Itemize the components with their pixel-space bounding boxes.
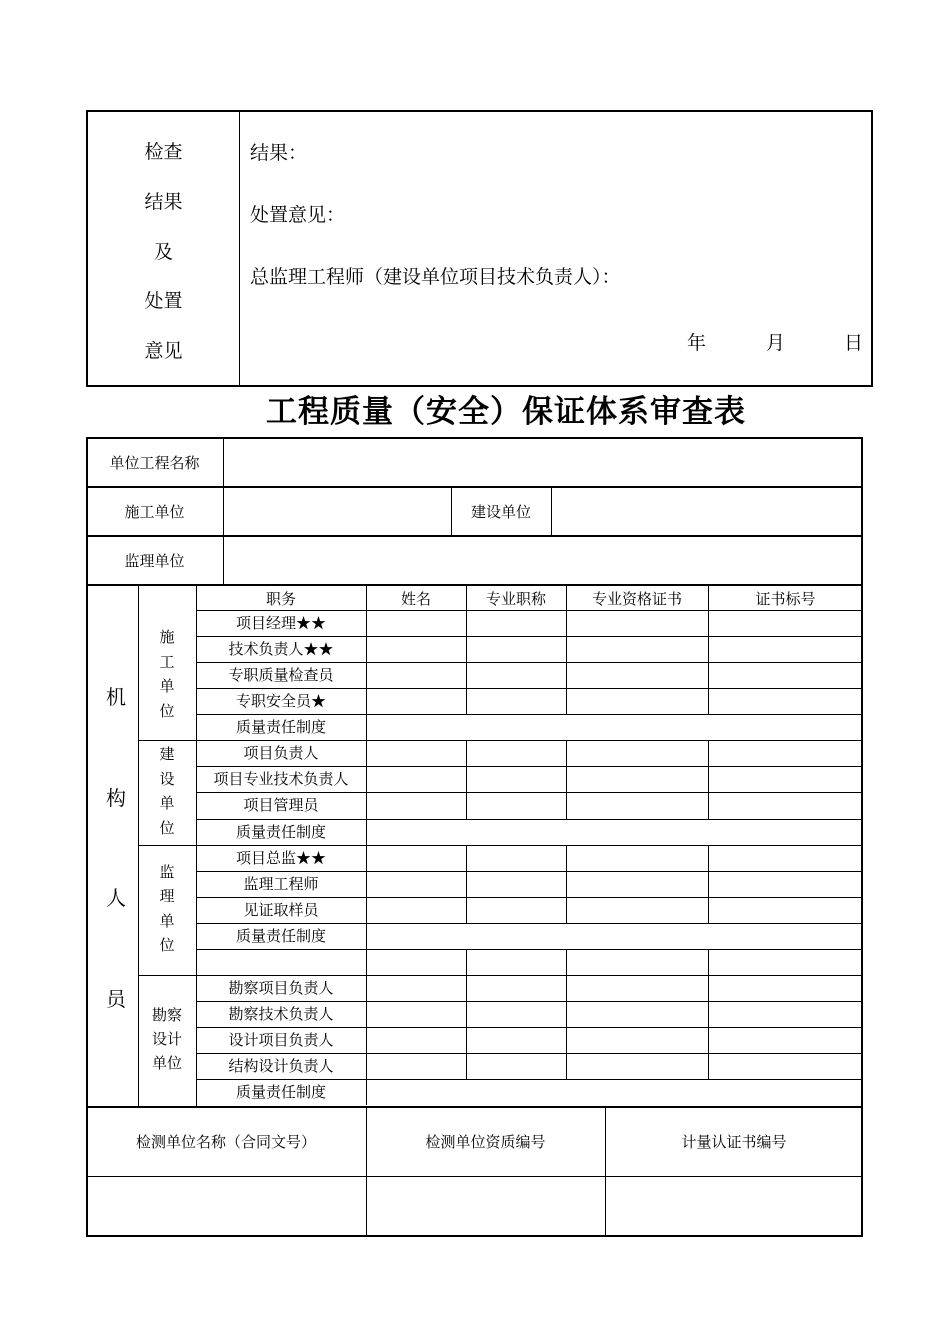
unit-group-label: 单	[159, 794, 175, 813]
col-divider	[605, 1106, 606, 1237]
inspection-label-line: 处置	[144, 290, 183, 312]
disposal-label: 处置意见：	[250, 204, 346, 226]
row-divider	[196, 871, 863, 872]
personnel-label-char: 人	[106, 886, 126, 910]
cell-divider	[566, 766, 567, 792]
cell-divider	[366, 897, 367, 923]
cell-divider	[566, 871, 567, 897]
cell-divider	[566, 1027, 567, 1053]
unit-group-label: 工	[159, 652, 175, 671]
col-divider	[223, 437, 224, 584]
cell-divider	[566, 845, 567, 871]
unit-group-label: 设	[159, 769, 175, 788]
unit-group-label: 监	[159, 862, 175, 881]
cell-divider	[466, 636, 467, 662]
cell-divider	[708, 845, 709, 871]
cell-divider	[366, 1079, 367, 1105]
unit-group-label: 位	[159, 818, 175, 837]
row-divider	[196, 1053, 863, 1054]
col-header-certificate: 专业资格证书	[591, 590, 682, 608]
col-divider	[451, 486, 452, 535]
row-divider	[196, 688, 863, 689]
col-divider	[551, 486, 552, 535]
cell-divider	[466, 662, 467, 688]
row-divider	[86, 1106, 863, 1108]
testing-unit-qualification-header: 检测单位资质编号	[425, 1133, 546, 1151]
cell-divider	[566, 688, 567, 714]
cell-divider	[708, 766, 709, 792]
row-divider	[196, 636, 863, 637]
cell-divider	[708, 1001, 709, 1027]
col-header-position: 职务	[265, 590, 296, 608]
row-divider	[196, 1001, 863, 1002]
personnel-label-char: 员	[106, 987, 126, 1011]
testing-unit-name-header: 检测单位名称（合同文号）	[135, 1133, 316, 1151]
cell-divider	[708, 975, 709, 1001]
cell-divider	[708, 662, 709, 688]
row-divider	[196, 792, 863, 793]
cell-divider	[366, 636, 367, 662]
cell-divider	[566, 1053, 567, 1079]
role-label: 质量责任制度	[235, 926, 326, 945]
col-divider	[566, 584, 567, 610]
row-divider	[196, 1027, 863, 1028]
col-header-cert-number: 证书标号	[755, 590, 816, 608]
cell-divider	[466, 871, 467, 897]
unit-group-label: 理	[159, 887, 175, 906]
role-label: 设计项目负责人	[228, 1031, 334, 1050]
cell-divider	[366, 662, 367, 688]
role-label: 技术负责人★★	[228, 640, 334, 659]
cell-divider	[566, 949, 567, 975]
cell-divider	[366, 949, 367, 975]
row-divider	[86, 535, 863, 537]
cell-divider	[466, 949, 467, 975]
cell-divider	[466, 740, 467, 766]
unit-group-label: 建	[159, 745, 175, 764]
row-divider	[196, 610, 863, 611]
col-header-name: 姓名	[400, 590, 431, 608]
project-name-label: 单位工程名称	[109, 454, 200, 472]
cell-divider	[708, 792, 709, 818]
personnel-label-char: 机	[106, 685, 126, 709]
cell-divider	[566, 636, 567, 662]
cell-divider	[566, 662, 567, 688]
row-divider	[196, 662, 863, 663]
role-label: 项目经理★★	[235, 614, 326, 632]
cell-divider	[366, 975, 367, 1001]
cell-divider	[708, 1027, 709, 1053]
cell-divider	[708, 871, 709, 897]
unit-group-label: 设计	[151, 1030, 182, 1049]
cell-divider	[466, 845, 467, 871]
result-label: 结果：	[250, 142, 308, 164]
cell-divider	[366, 1027, 367, 1053]
cell-divider	[466, 897, 467, 923]
cell-divider	[366, 923, 367, 949]
row-divider	[196, 1079, 863, 1080]
row-divider	[196, 949, 863, 950]
cell-divider	[708, 1053, 709, 1079]
cell-divider	[466, 688, 467, 714]
unit-group-label: 单位	[151, 1054, 182, 1073]
role-label: 项目总监★★	[235, 848, 326, 867]
cell-divider	[466, 1053, 467, 1079]
cell-divider	[566, 897, 567, 923]
cell-divider	[466, 975, 467, 1001]
inspection-divider	[239, 112, 240, 385]
cell-divider	[366, 688, 367, 714]
col-divider	[366, 584, 367, 610]
unit-group-label: 施	[159, 628, 175, 647]
role-label: 专职安全员★	[235, 692, 326, 711]
cell-divider	[366, 740, 367, 766]
cell-divider	[466, 610, 467, 636]
row-divider	[196, 766, 863, 767]
col-divider	[366, 1106, 367, 1237]
contractor-label: 施工单位	[124, 503, 185, 521]
row-divider	[86, 584, 863, 586]
row-divider	[86, 486, 863, 488]
supervisor-label: 监理单位	[124, 552, 185, 570]
role-label: 勘察技术负责人	[228, 1005, 334, 1024]
quality-system-table	[86, 437, 863, 1237]
date-day: 日	[844, 332, 864, 354]
col-divider	[708, 584, 709, 610]
inspection-label-line: 结果	[144, 191, 183, 213]
cell-divider	[708, 897, 709, 923]
cell-divider	[566, 975, 567, 1001]
role-label: 质量责任制度	[235, 822, 326, 841]
cell-divider	[466, 766, 467, 792]
role-label: 项目负责人	[243, 744, 319, 763]
cell-divider	[566, 1001, 567, 1027]
role-label: 结构设计负责人	[228, 1057, 334, 1076]
unit-group-label: 单	[159, 677, 175, 696]
unit-group-label: 位	[159, 701, 175, 720]
form-title: 工程质量（安全）保证体系审查表	[266, 394, 746, 430]
cell-divider	[566, 610, 567, 636]
role-label: 见证取样员	[243, 900, 319, 919]
signer-label: 总监理工程师（建设单位项目技术负责人）：	[250, 266, 621, 288]
cell-divider	[708, 636, 709, 662]
inspection-label-line: 及	[153, 241, 173, 263]
row-divider	[196, 897, 863, 898]
col-divider	[466, 584, 467, 610]
unit-group-label: 勘察	[151, 1006, 182, 1025]
cell-divider	[708, 740, 709, 766]
role-label: 勘察项目负责人	[228, 978, 334, 997]
cell-divider	[366, 819, 367, 845]
cell-divider	[708, 949, 709, 975]
row-divider	[196, 923, 863, 924]
metrology-cert-header: 计量认证书编号	[681, 1133, 787, 1151]
cell-divider	[366, 714, 367, 740]
client-label: 建设单位	[470, 503, 531, 521]
row-divider	[86, 1176, 863, 1177]
role-label: 专职质量检查员	[228, 666, 334, 685]
personnel-label-char: 构	[106, 786, 126, 810]
cell-divider	[366, 1053, 367, 1079]
role-label: 质量责任制度	[235, 1083, 326, 1102]
date-year: 年	[687, 332, 707, 354]
row-divider	[138, 975, 863, 976]
cell-divider	[566, 740, 567, 766]
role-label: 监理工程师	[243, 874, 319, 893]
cell-divider	[366, 845, 367, 871]
unit-group-label: 单	[159, 911, 175, 930]
inspection-box	[86, 110, 873, 387]
cell-divider	[366, 766, 367, 792]
col-header-title: 专业职称	[485, 590, 546, 608]
role-label: 项目专业技术负责人	[213, 770, 349, 789]
row-divider	[138, 845, 863, 846]
role-label: 质量责任制度	[235, 718, 326, 737]
cell-divider	[366, 792, 367, 818]
cell-divider	[708, 688, 709, 714]
row-divider	[196, 819, 863, 820]
row-divider	[196, 714, 863, 715]
date-month: 月	[766, 332, 786, 354]
cell-divider	[566, 792, 567, 818]
unit-group-label: 位	[159, 936, 175, 955]
cell-divider	[466, 792, 467, 818]
cell-divider	[366, 1001, 367, 1027]
cell-divider	[366, 871, 367, 897]
inspection-label-line: 检查	[144, 141, 183, 163]
cell-divider	[708, 610, 709, 636]
role-label: 项目管理员	[243, 796, 319, 815]
cell-divider	[466, 1001, 467, 1027]
inspection-label-line: 意见	[144, 340, 183, 362]
cell-divider	[466, 1027, 467, 1053]
row-divider	[138, 740, 863, 741]
cell-divider	[366, 610, 367, 636]
